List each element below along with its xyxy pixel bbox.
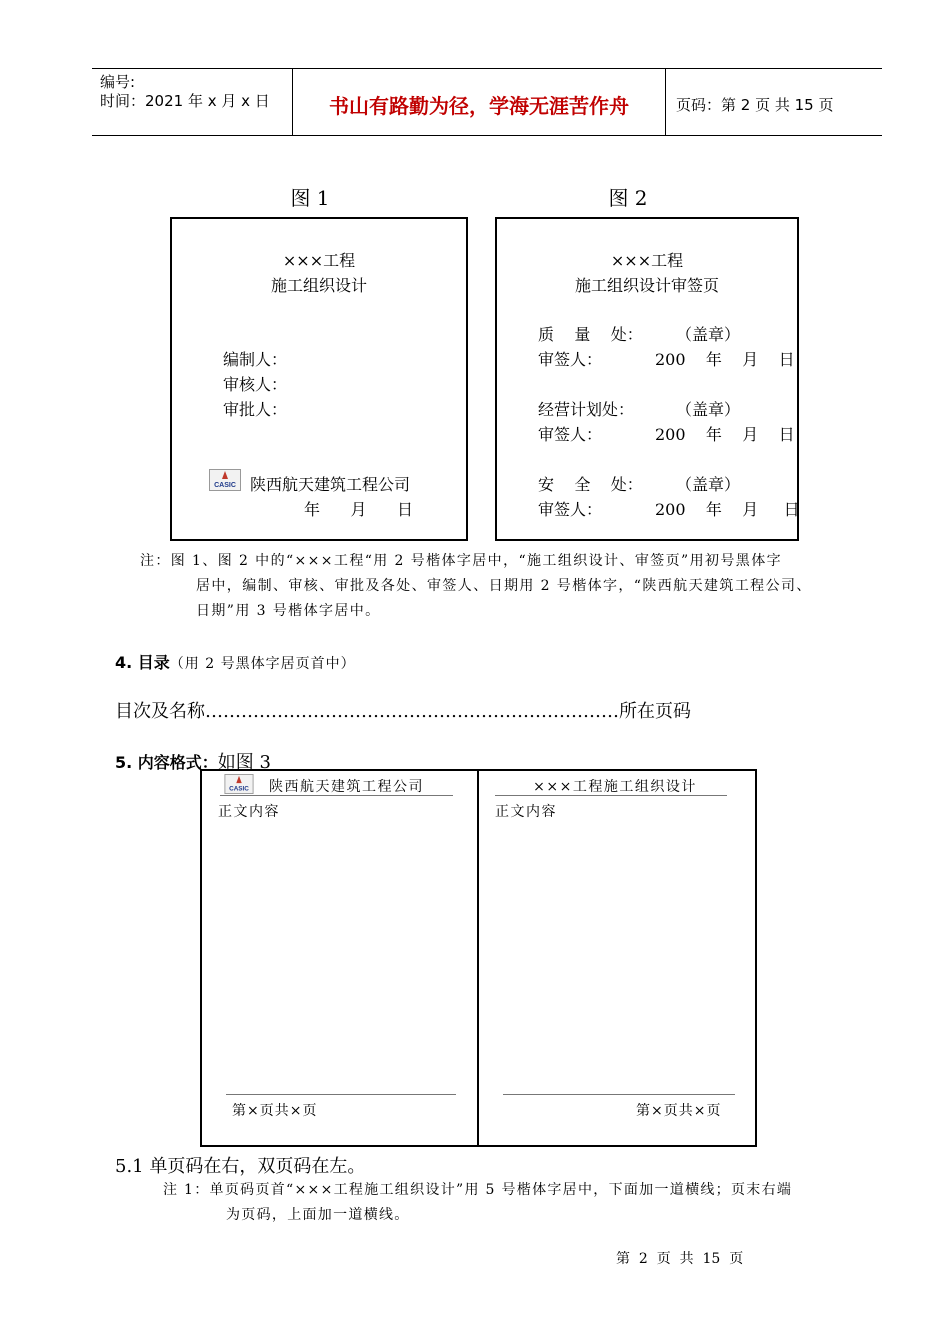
toc-line: 目次及名称……………………………………………………………所在页码 — [115, 701, 691, 722]
fig2-row1-seal: （盖章） — [676, 325, 741, 344]
header-time-label: 时间：2021 年 x 月 x 日 — [100, 92, 270, 110]
fig2-row2-seal: （盖章） — [676, 400, 741, 419]
fig1-approver-label: 审批人： — [223, 400, 288, 419]
fig2-row2-dept: 经营计划处： — [538, 400, 635, 419]
section4-heading-note: （用 2 号黑体字居页首中） — [169, 656, 356, 672]
fig3-left-body-label: 正文内容 — [218, 804, 280, 820]
fig2-row2-signer: 审签人： — [538, 425, 603, 444]
fig1-title-line1: ×××工程 — [282, 251, 356, 270]
fig2-row3-seal: （盖章） — [676, 475, 741, 494]
fig2-row2-date: 200 年 月 日 — [655, 425, 795, 444]
fig2-row3-date: 200 年 月 日 — [655, 500, 800, 519]
header-bottom-rule — [92, 135, 882, 136]
fig2-row3-signer: 审签人： — [538, 500, 603, 519]
header-divider-2 — [665, 68, 666, 136]
fig3-left-logo-text: CASIC — [229, 785, 249, 793]
casic-logo-icon — [209, 469, 241, 491]
casic-logo-text: CASIC — [214, 482, 236, 489]
fig1-editor-label: 编制人： — [223, 350, 288, 369]
fig2-row1-date: 200 年 月 日 — [655, 350, 795, 369]
fig1-company: 陕西航天建筑工程公司 — [250, 475, 411, 494]
fig3-right-header-rule — [495, 795, 727, 796]
section4-heading — [115, 650, 356, 673]
section5-heading-suffix: 如图 3 — [217, 752, 271, 773]
fig3-right-body-label: 正文内容 — [495, 804, 557, 820]
fig3-right-footer-page: 第×页共×页 — [636, 1103, 722, 1119]
fig2-row1-dept: 质 量 处： — [538, 325, 643, 344]
note1-line1: 注：图 1、图 2 中的“×××工程“用 2 号楷体字居中，“施工组织设计、审签页”用初号黑体字 — [140, 553, 782, 569]
fig3-left-logo-icon — [223, 774, 255, 794]
header-number-label: 编号: — [100, 73, 136, 91]
section4-heading-text: 4. 目录 — [115, 653, 170, 672]
section51-note-line2: 为页码，上面加一道横线。 — [226, 1207, 410, 1223]
fig3-right-footer-rule — [503, 1094, 735, 1095]
fig2-caption: 图 2 — [608, 186, 648, 210]
fig3-left-footer-rule — [226, 1094, 456, 1095]
fig3-left-footer-page: 第×页共×页 — [232, 1103, 318, 1119]
header-top-rule — [92, 68, 882, 69]
fig1-date: 年 月 日 — [304, 500, 414, 519]
fig2-title-line2: 施工组织设计审签页 — [574, 276, 719, 295]
section51-heading: 5.1 单页码在右，双页码在左。 — [115, 1156, 366, 1177]
header-page-label: 页码：第 2 页 共 15 页 — [676, 96, 834, 114]
fig1-title-line2: 施工组织设计 — [270, 276, 367, 295]
fig1-reviewer-label: 审核人： — [223, 375, 288, 394]
fig2-title-line1: ×××工程 — [610, 251, 684, 270]
section51-note-line1: 注 1：单页码页首“×××工程施工组织设计”用 5 号楷体字居中，下面加一道横线；页末右端 — [163, 1182, 793, 1198]
page-footer-number: 第 2 页 共 15 页 — [616, 1251, 744, 1267]
fig3-center-divider — [477, 770, 479, 1146]
section5-heading-text: 5. 内容格式： — [115, 753, 218, 772]
header-motto: 书山有路勤为径，学海无涯苦作舟 — [329, 94, 629, 118]
fig2-row3-dept: 安 全 处： — [538, 475, 643, 494]
fig3-right-header: ×××工程施工组织设计 — [533, 779, 697, 795]
fig3-left-header-rule — [220, 795, 453, 796]
fig1-caption: 图 1 — [290, 186, 330, 210]
fig3-left-header: 陕西航天建筑工程公司 — [269, 779, 424, 795]
note1-line2: 居中，编制、审核、审批及各处、审签人、日期用 2 号楷体字，“陕西航天建筑工程公司、 — [196, 578, 812, 594]
fig2-row1-signer: 审签人： — [538, 350, 603, 369]
note1-line3: 日期”用 3 号楷体字居中。 — [196, 603, 381, 619]
